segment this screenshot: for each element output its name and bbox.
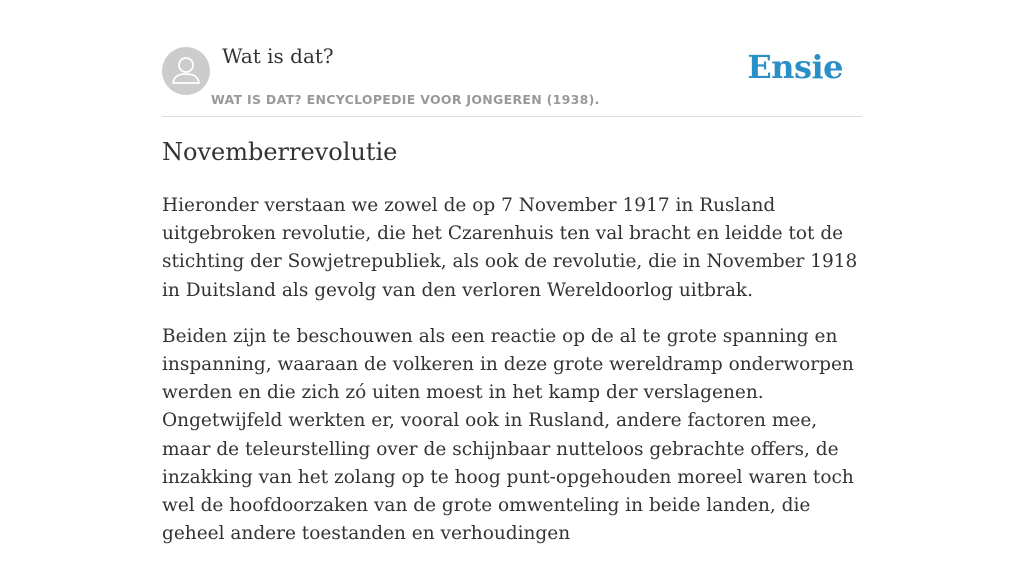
article-paragraph: Beiden zijn te beschouwen als een reactie op de al te grote spanning en inspanning, waaraan de volkeren in deze grote wereldramp onderworpen werden en die zich zó uiten moest in het kamp der verslagenen. Ongetwijfeld werkten er, vooral ook in Rusland, andere factoren mee, maar de teleurstelling over de schijnbaar nutteloos gebrachte offers, de inzakking van het zolang op te hoog punt-opgehouden moreel waren toch wel de hoofdoorzaken van de grote omwenteling in beide landen, die geheel andere toestanden en verhoudingen xyxy=(162,325,854,545)
brand-logo[interactable]: Ensie xyxy=(747,48,843,86)
source-subtitle[interactable]: WAT IS DAT? ENCYCLOPEDIE VOOR JONGEREN (1938). xyxy=(211,92,600,107)
source-header xyxy=(162,0,862,117)
article-title: Novemberrevolutie xyxy=(162,138,398,166)
avatar[interactable] xyxy=(162,47,210,95)
article-paragraph: Hieronder verstaan we zowel de op 7 November 1917 in Rusland uitgebroken revolutie, die het Czarenhuis ten val bracht en leidde tot de stichting der Sowjetrepubliek, als ook de revolutie, die in November 1918 in Duitsland als gevolg van den verloren Wereldoorlog uitbrak. xyxy=(162,195,858,301)
user-icon xyxy=(162,47,210,95)
article-body xyxy=(162,192,864,566)
source-title[interactable]: Wat is dat? xyxy=(222,44,334,68)
